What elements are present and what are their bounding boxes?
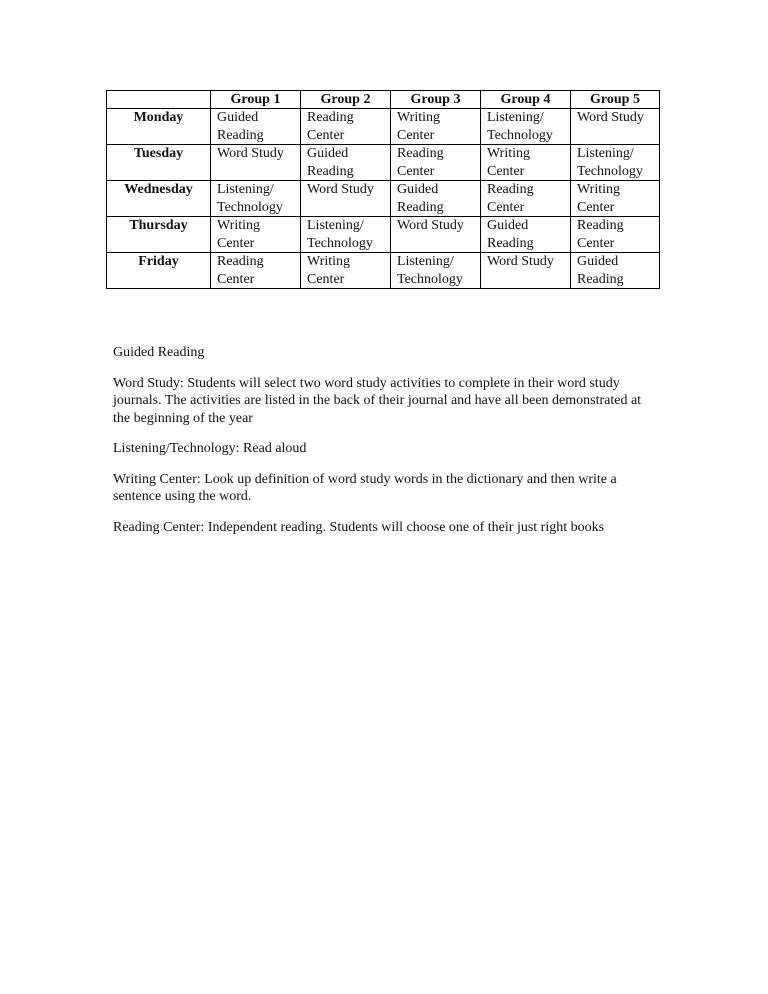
table-cell: Writing Center bbox=[391, 109, 481, 145]
note-word-study: Word Study: Students will select two word study activities to complete in their word study journals. The activities are listed in the back of their journal and have all been demonstrated at the beginning of the year bbox=[113, 375, 642, 426]
table-cell: Listening/ Technology bbox=[301, 217, 391, 253]
day-label: Tuesday bbox=[107, 145, 211, 181]
table-cell: Reading Center bbox=[301, 109, 391, 145]
table-cell: Reading Center bbox=[211, 253, 301, 289]
station-notes bbox=[113, 344, 658, 549]
day-label: Friday bbox=[107, 253, 211, 289]
table-cell: Reading Center bbox=[571, 217, 660, 253]
corner-cell bbox=[107, 91, 211, 109]
table-cell: Reading Center bbox=[481, 181, 571, 217]
table-cell: Guided Reading bbox=[481, 217, 571, 253]
column-header: Group 4 bbox=[481, 91, 571, 109]
note-listening-technology: Listening/Technology: Read aloud bbox=[113, 441, 307, 456]
table-cell: Guided Reading bbox=[211, 109, 301, 145]
table-cell: Word Study bbox=[481, 253, 571, 289]
note-writing-center: Writing Center: Look up definition of word study words in the dictionary and then write a sentence using the word. bbox=[113, 471, 617, 504]
day-label: Thursday bbox=[107, 217, 211, 253]
table-cell: Listening/ Technology bbox=[391, 253, 481, 289]
table-cell: Writing Center bbox=[481, 145, 571, 181]
column-header: Group 3 bbox=[391, 91, 481, 109]
table-cell: Guided Reading bbox=[391, 181, 481, 217]
column-header: Group 5 bbox=[571, 91, 660, 109]
table-row bbox=[107, 145, 660, 181]
table-cell: Word Study bbox=[211, 145, 301, 181]
table-cell: Writing Center bbox=[301, 253, 391, 289]
table-row bbox=[107, 109, 660, 145]
rotation-schedule-table bbox=[106, 90, 660, 289]
table-cell: Guided Reading bbox=[301, 145, 391, 181]
table-cell: Writing Center bbox=[211, 217, 301, 253]
day-label: Monday bbox=[107, 109, 211, 145]
table-cell: Writing Center bbox=[571, 181, 660, 217]
note-guided-reading: Guided Reading bbox=[113, 345, 205, 360]
table-cell: Guided Reading bbox=[571, 253, 660, 289]
column-header: Group 1 bbox=[211, 91, 301, 109]
day-label: Wednesday bbox=[107, 181, 211, 217]
table-row bbox=[107, 217, 660, 253]
table-cell: Listening/ Technology bbox=[481, 109, 571, 145]
note-reading-center: Reading Center: Independent reading. Students will choose one of their just right books bbox=[113, 519, 605, 535]
table-row bbox=[107, 253, 660, 289]
table-cell: Word Study bbox=[391, 217, 481, 253]
table-cell: Listening/ Technology bbox=[571, 145, 660, 181]
table-header-row bbox=[107, 91, 660, 109]
table-cell: Word Study bbox=[571, 109, 660, 145]
table-row bbox=[107, 181, 660, 217]
table-cell: Reading Center bbox=[391, 145, 481, 181]
column-header: Group 2 bbox=[301, 91, 391, 109]
table-cell: Word Study bbox=[301, 181, 391, 217]
table-cell: Listening/ Technology bbox=[211, 181, 301, 217]
